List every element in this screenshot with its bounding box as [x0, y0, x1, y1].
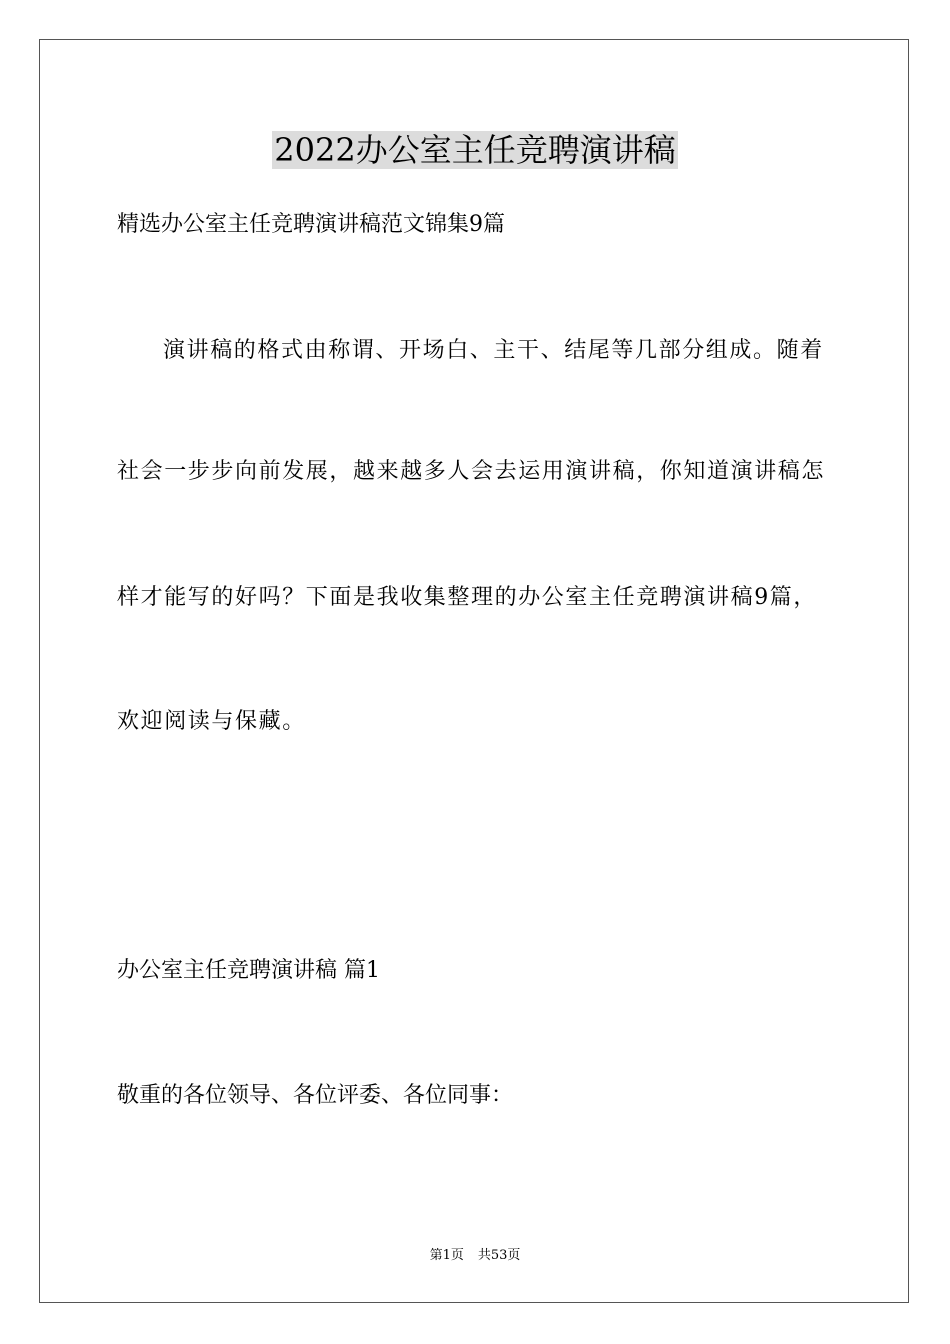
salutation: 敬重的各位领导、各位评委、各位同事： [117, 1083, 514, 1108]
document-title-text: 2022办公室主任竞聘演讲稿 [274, 131, 676, 169]
page-footer [0, 1247, 950, 1265]
document-subtitle: 精选办公室主任竞聘演讲稿范文锦集9篇 [117, 212, 505, 237]
page-total: 共53页 [477, 1248, 521, 1263]
section-heading: 办公室主任竞聘演讲稿 篇1 [117, 958, 380, 983]
intro-line-4: 欢迎阅读与保藏。 [117, 709, 306, 734]
document-title [0, 128, 950, 172]
intro-line-2: 社会一步步向前发展，越来越多人会去运用演讲稿，你知道演讲稿怎 [117, 459, 826, 484]
intro-line-3: 样才能写的好吗？下面是我收集整理的办公室主任竞聘演讲稿9篇， [117, 585, 817, 610]
intro-line-1: 演讲稿的格式由称谓、开场白、主干、结尾等几部分组成。随着 [163, 338, 824, 363]
page-number: 第1页 [429, 1248, 464, 1263]
